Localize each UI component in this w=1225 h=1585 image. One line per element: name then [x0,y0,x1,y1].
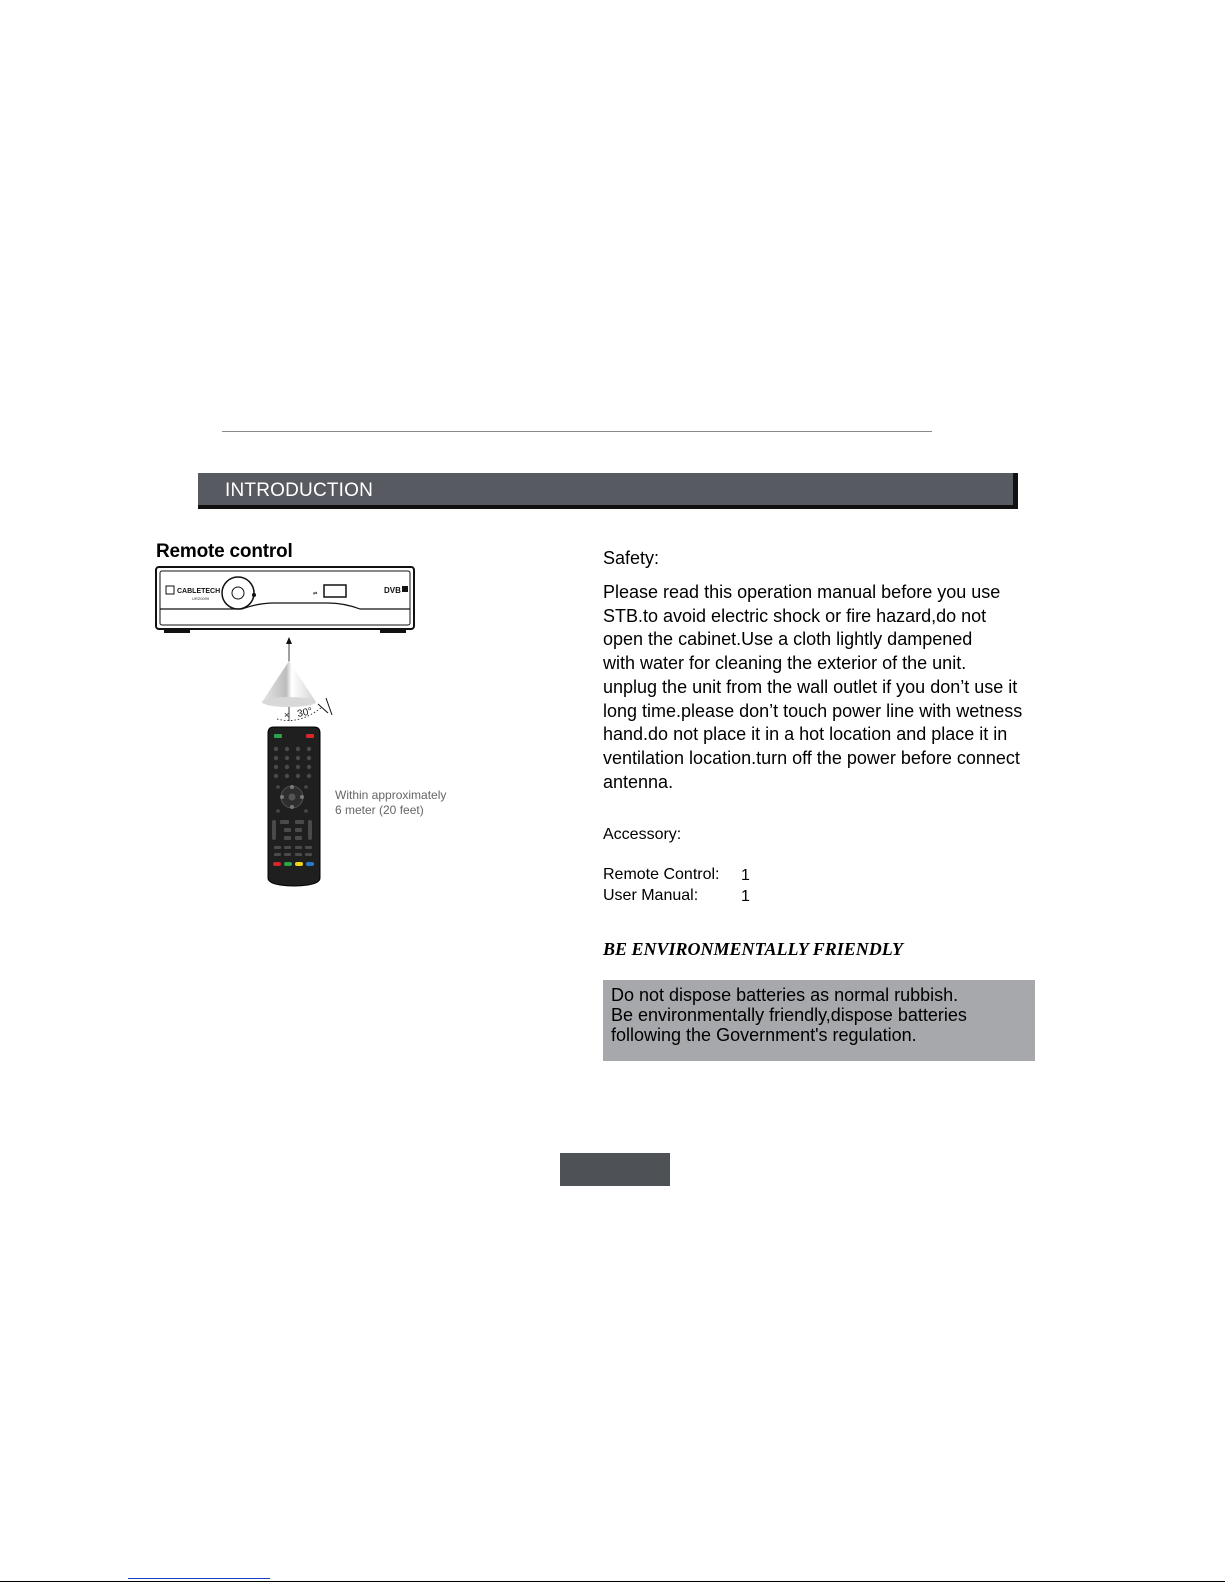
accessory-qty: 1 [741,888,750,905]
yellow-key-icon [295,862,303,866]
safety-line: unplug the unit from the wall outlet if you don’t use it [603,676,1018,697]
safety-heading: Safety: [603,548,660,568]
top-divider [222,431,932,432]
accessory-label: Remote Control: [603,866,720,883]
footer-divider [0,1581,1225,1582]
eco-line: Be environmentally friendly,dispose batteries [611,1005,967,1025]
distance-note [335,788,446,818]
section-header-bar [198,473,1013,505]
accessory-heading: Accessory: [603,826,682,843]
safety-line: Please read this operation manual before you use [603,582,1001,602]
accessory-qty: 1 [741,867,750,884]
safety-line: open the cabinet.Use a cloth lightly dampened [603,629,973,650]
arrow-up-icon [286,637,292,644]
eco-line: following the Government's regulation. [611,1025,917,1045]
front-dial [222,577,254,609]
svg-text:×: × [284,710,290,720]
remote-control [268,727,320,886]
green-key-icon [284,862,292,866]
safety-line: with water for cleaning the exterior of the unit. [603,653,967,674]
device-model: URZ0099 [192,596,210,601]
safety-line: hand.do not place it in a hot location and place it in [603,724,1008,745]
safety-line: long time.please don’t touch power line with wetness [603,700,1023,721]
usb-icon: ⇄ [313,591,318,597]
remote-control-illustration [150,565,470,900]
power-button-icon [274,734,282,738]
distance-line-1: Within approximately [335,788,447,802]
remote-control-heading: Remote control [156,541,293,562]
accessory-item [603,866,750,884]
usb-port [324,585,346,597]
accessory-label: User Manual: [603,887,699,904]
eco-heading: BE ENVIRONMENTALLY FRIENDLY [603,939,904,959]
page-number-tab [560,1153,670,1186]
safety-line: ventilation location.turn off the power before connect [603,747,1020,768]
accessory-item [603,887,750,905]
device-brand: CABLETECH [177,588,221,595]
footer-link-underline [128,1578,270,1579]
red-key-icon [273,862,281,866]
safety-line: STB.to avoid electric shock or fire hazard,do not [603,605,987,626]
set-top-box [156,567,414,633]
angle-label: 30° [296,706,314,720]
mute-button-icon [306,734,314,738]
eco-notice-box [603,980,1035,1061]
dvb-logo: DVB [384,586,401,595]
section-title: INTRODUCTION [225,480,374,501]
safety-line: antenna. [603,771,674,792]
safety-paragraph [603,581,1083,794]
section-header [198,473,1018,509]
distance-line-2: 6 meter (20 feet) [335,803,424,817]
blue-key-icon [306,862,314,866]
eco-line: Do not dispose batteries as normal rubbish. [611,985,959,1005]
ir-signal-cone [262,637,332,721]
